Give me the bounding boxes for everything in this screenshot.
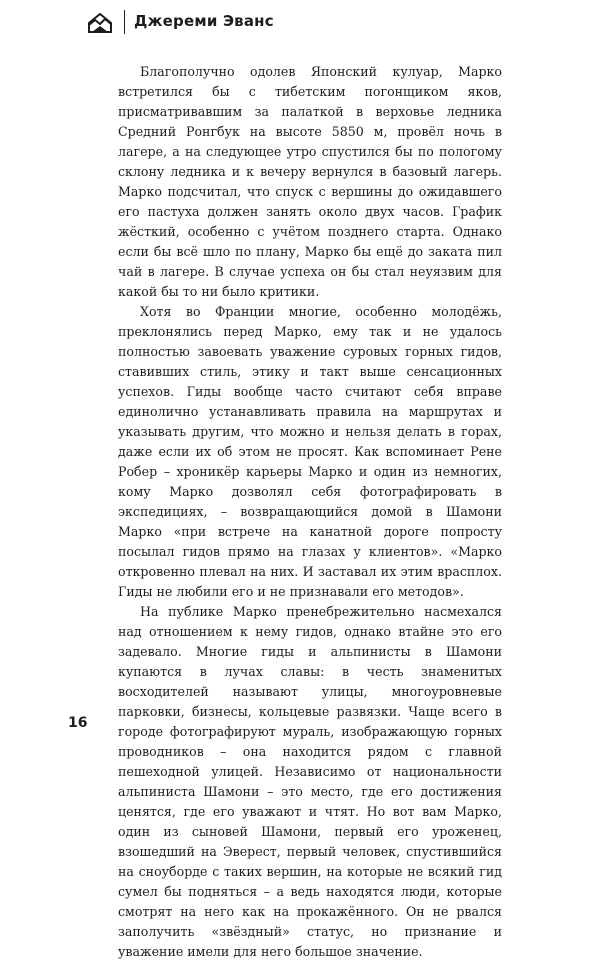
header-separator <box>124 10 125 34</box>
paragraph-3: На публике Марко пренебрежительно насмехался над отношением к нему гидов, однако втайне это его задевало. Многие гиды и альпинисты в Шамони купаются в лучах славы: в честь знаменитых восходителей называют улицы, многоуровневые парковки, бизнесы, кольцевые развязки. Чаще всего в городе фотографируют мураль, изображающую горных проводников – она находится рядом с главной пешеходной улицей. Независимо от национальности альпиниста Шамони – это место, где его достижения ценятся, где его уважают и чтят. Но вот вам Марко, один из сыновей Шамони, первый его уроженец, взошедший на Эверест, первый человек, спустившийся на сноуборде с таких вершин, на которые не всякий гид сумел бы подняться – а ведь находятся люди, которые смотрят на него как на прокажённого. Он не рвался заполучить «звёздный» статус, но признание и уважение имели для него большое значение. <box>118 604 502 959</box>
paragraph-1: Благополучно одолев Японский кулуар, Марко встретился бы с тибетским погонщиком яков, присматривавшим за палаткой в верховье ледника Средний Ронгбук на высоте 5850 м, провёл ночь в лагере, а на следующее утро спустился бы по пологому склону ледника и к вечеру вернулся в базовый лагерь. Марко подсчитал, что спуск с вершины до ожидавшего его пастуха должен занять около двух часов. График жёсткий, особенно с учётом позднего старта. Однако если бы всё шло по плану, Марко бы ещё до заката пил чай в лагере. В случае успеха он бы стал неуязвим для какой бы то ни было критики. <box>118 64 502 299</box>
author-name: Джереми Эванс <box>134 12 274 30</box>
paragraph-2: Хотя во Франции многие, особенно молодёжь, преклонялись перед Марко, ему так и не удалось полностью завоевать уважение суровых горных гидов, ставивших стиль, этику и такт выше сенсационных успехов. Гиды вообще часто считают себя вправе единолично устанавливать правила на маршрутах и указывать другим, что можно и нельзя делать в горах, даже если их об этом не просят. Как вспоминает Рене Робер – хроникёр карьеры Марко и один из немногих, кому Марко дозволял себя фотографировать в экспедициях, – возвращающийся домой в Шамони Марко «при встрече на канатной дороге попросту посылал гидов прямо на глазах у клиентов». «Марко откровенно плевал на них. И заставал их этим врасплох. Гиды не любили его и не признавали его методов». <box>118 304 502 599</box>
page-number: 16 <box>68 715 88 731</box>
body-text <box>118 62 502 962</box>
mountain-logo-icon <box>88 13 112 33</box>
running-header <box>0 0 600 40</box>
